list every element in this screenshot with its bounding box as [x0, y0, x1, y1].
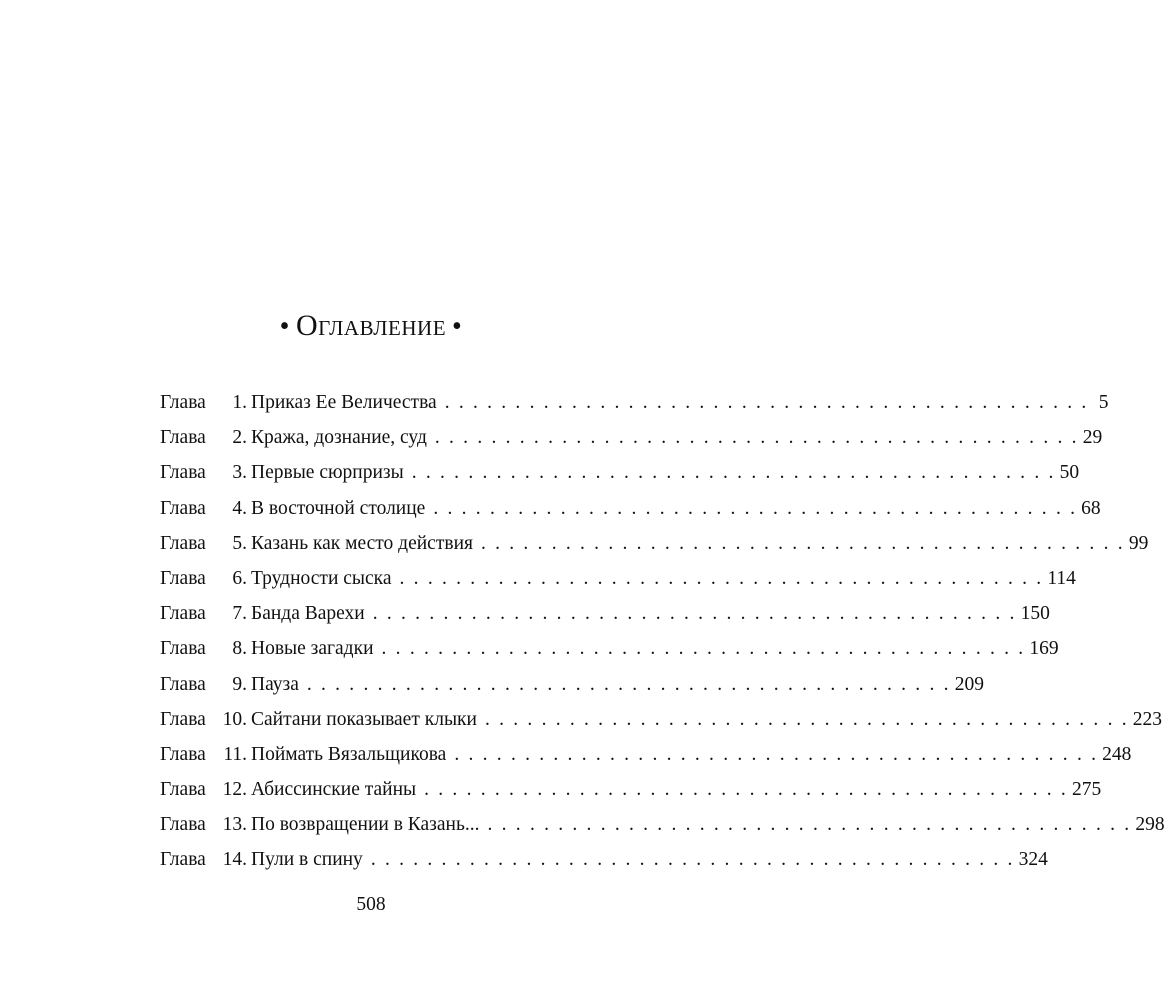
chapter-title: Пули в спину: [251, 849, 363, 871]
chapter-title: По возвращении в Казань...: [251, 814, 480, 836]
chapter-title: Приказ Ее Величества: [251, 392, 437, 413]
chapter-number: 10.: [222, 708, 247, 730]
chapter-title: Первые сюрпризы: [251, 462, 404, 484]
heading-bullet-right: •: [452, 311, 463, 342]
toc-entry: [160, 779, 1102, 814]
chapter-number: 11.: [223, 743, 247, 765]
dot-leader: . . . . . . . . . . . . . . . . . . . . . . . . . . . . . . . . . . . . . . . . . . . . . .: [433, 497, 1078, 519]
toc-entry: [160, 708, 1163, 744]
chapter-page: 68: [1081, 497, 1101, 519]
toc-entry: [160, 849, 1048, 884]
chapter-title: Казань как место действия: [251, 532, 473, 554]
chapter-prefix: Глава: [160, 814, 206, 836]
chapter-number: 3.: [232, 462, 247, 484]
dot-leader: . . . . . . . . . . . . . . . . . . . . . . . . . . . . . . . . . . . . . . . . . . . . . .: [454, 743, 1099, 765]
dot-leader: . . . . . . . . . . . . . . . . . . . . . . . . . . . . . . . . . . . . . . . . . . . . . .: [424, 779, 1068, 801]
toc-entry: [160, 532, 1149, 568]
chapter-number: 5.: [232, 532, 247, 554]
chapter-page: 99: [1128, 532, 1149, 554]
chapter-page: 169: [1029, 638, 1059, 660]
chapter-prefix: Глава: [160, 743, 206, 765]
toc-entry: [160, 427, 1103, 462]
dot-leader: . . . . . . . . . . . . . . . . . . . . . . . . . . . . . . . . . . . . . . . . . . . . . .: [399, 567, 1044, 589]
chapter-number: 1.: [232, 392, 247, 413]
dot-leader: . . . . . . . . . . . . . . . . . . . . . . . . . . . . . . . . . . . . . . . . . . . . . .: [306, 673, 951, 695]
chapter-number: 2.: [232, 427, 247, 449]
chapter-page: 248: [1102, 743, 1132, 765]
chapter-number: 9.: [232, 673, 247, 695]
chapter-number: 12.: [222, 779, 247, 801]
chapter-prefix: Глава: [160, 567, 206, 589]
chapter-prefix: Глава: [160, 638, 206, 660]
dot-leader: . . . . . . . . . . . . . . . . . . . . . . . . . . . . . . . . . . . . . . . . . . . . . .: [480, 532, 1125, 554]
toc-entry: [160, 814, 1165, 849]
chapter-number: 6.: [232, 567, 247, 589]
chapter-prefix: Глава: [160, 462, 206, 484]
chapter-title: Кража, дознание, суд: [251, 427, 427, 449]
chapter-title: Поймать Вязальщикова: [251, 743, 447, 765]
chapter-number: 14.: [222, 849, 247, 871]
chapter-page: 150: [1020, 603, 1050, 625]
chapter-number: 4.: [232, 497, 247, 519]
chapter-title: В восточной столице: [251, 497, 426, 519]
toc-entry: [160, 567, 1076, 603]
chapter-prefix: Глава: [160, 427, 206, 449]
heading-bullet-left: •: [279, 311, 290, 342]
dot-leader: . . . . . . . . . . . . . . . . . . . . . . . . . . . . . . . . . . . . . . . . . . . . . .: [434, 427, 1079, 449]
chapter-page: 114: [1047, 567, 1076, 589]
chapter-page: 223: [1132, 708, 1163, 730]
dot-leader: . . . . . . . . . . . . . . . . . . . . . . . . . . . . . . . . . . . . . . . . . . . . . .: [487, 814, 1132, 836]
chapter-prefix: Глава: [160, 392, 206, 413]
chapter-title: Банда Варехи: [251, 603, 365, 625]
chapter-prefix: Глава: [160, 708, 206, 730]
dot-leader: . . . . . . . . . . . . . . . . . . . . . . . . . . . . . . . . . . . . . . . . . . . . . .: [372, 603, 1017, 625]
chapter-title: Новые загадки: [251, 638, 374, 660]
page-number: 508: [356, 894, 386, 915]
dot-leader: . . . . . . . . . . . . . . . . . . . . . . . . . . . . . . . . . . . . . . . . . . . . . .: [484, 708, 1129, 730]
chapter-title: Абиссинские тайны: [251, 779, 417, 801]
chapter-prefix: Глава: [160, 779, 206, 801]
chapter-title: Сайтани показывает клыки: [251, 708, 477, 730]
chapter-prefix: Глава: [160, 532, 206, 554]
chapter-title: Пауза: [251, 673, 299, 695]
chapter-number: 8.: [232, 638, 247, 660]
toc-entry: [160, 392, 1109, 427]
dot-leader: . . . . . . . . . . . . . . . . . . . . . . . . . . . . . . . . . . . . . . . . . . . . . .: [381, 638, 1026, 660]
toc-entry: [160, 497, 1101, 533]
toc-entry: [160, 462, 1080, 497]
chapter-number: 7.: [232, 603, 247, 625]
chapter-page: 209: [954, 673, 984, 695]
toc-entry: [160, 743, 1132, 779]
chapter-page: 324: [1018, 849, 1048, 871]
chapter-page: 50: [1059, 462, 1080, 484]
chapter-page: 275: [1071, 779, 1102, 801]
chapter-page: 5: [1098, 392, 1109, 413]
chapter-page: 298: [1135, 814, 1165, 836]
toc-heading: [0, 306, 742, 347]
dot-leader: . . . . . . . . . . . . . . . . . . . . . . . . . . . . . . . . . . . . . . . . . . . . . .: [370, 849, 1015, 871]
toc-list: [160, 392, 1165, 885]
chapter-prefix: Глава: [160, 497, 206, 519]
chapter-prefix: Глава: [160, 849, 206, 871]
chapter-prefix: Глава: [160, 603, 206, 625]
toc-entry: [160, 673, 984, 709]
toc-entry: [160, 638, 1059, 673]
chapter-prefix: Глава: [160, 673, 206, 695]
chapter-title: Трудности сыска: [251, 567, 392, 589]
toc-title: Оглавление: [295, 309, 447, 342]
dot-leader: . . . . . . . . . . . . . . . . . . . . . . . . . . . . . . . . . . . . . . . . . . . . . .: [411, 462, 1056, 484]
dot-leader: . . . . . . . . . . . . . . . . . . . . . . . . . . . . . . . . . . . . . . . . . . . . . .: [444, 392, 1089, 413]
chapter-number: 13.: [222, 814, 247, 836]
toc-entry: [160, 603, 1050, 638]
chapter-page: 29: [1082, 427, 1103, 449]
